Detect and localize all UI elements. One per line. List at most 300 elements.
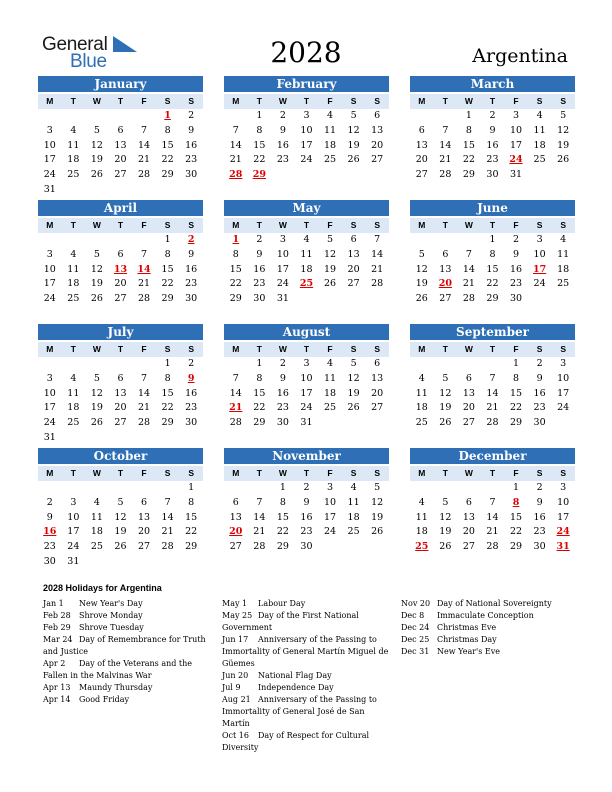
day-cell: 9 (536, 372, 543, 384)
day-cell: 3 (46, 124, 53, 136)
month-header: April (38, 200, 203, 216)
day-cell: 5 (442, 372, 449, 384)
day-cell: 22 (486, 278, 499, 290)
day-cell: 11 (67, 139, 80, 151)
weekday-label: T (117, 96, 124, 106)
month-header: November (224, 448, 389, 464)
day-cell: 25 (415, 417, 428, 429)
empty-cell (109, 357, 133, 372)
day-cell: 10 (533, 248, 546, 260)
day-cell: 24 (276, 278, 289, 290)
day-cell: 18 (67, 154, 80, 166)
day-cell: 21 (486, 402, 499, 414)
day-cell: 13 (229, 511, 242, 523)
logo (42, 34, 142, 70)
day-grid (38, 233, 203, 307)
holiday-name: Immaculate Conception (437, 611, 534, 620)
day-cell: 15 (486, 263, 499, 275)
empty-cell (248, 481, 272, 496)
day-cell: 17 (43, 278, 56, 290)
day-cell: 27 (347, 278, 360, 290)
weekday-label: S (374, 344, 380, 354)
holiday-date: Oct 16 (222, 731, 249, 740)
day-cell: 1 (256, 110, 263, 121)
weekday-label: W (278, 344, 287, 354)
weekday-label: T (303, 96, 310, 106)
day-cell: 7 (256, 496, 263, 508)
day-cell: 15 (253, 139, 266, 151)
weekday-label: M (232, 468, 240, 478)
weekday-label: T (303, 344, 310, 354)
weekday-label: S (188, 344, 194, 354)
day-cell: 30 (509, 293, 523, 305)
day-cell: 7 (442, 124, 449, 136)
day-cell: 26 (90, 169, 103, 181)
holiday-date: May 1 (222, 599, 248, 608)
day-cell: 23 (185, 278, 198, 290)
day-cell: 5 (93, 124, 100, 136)
day-cell: 11 (300, 248, 313, 260)
day-cell: 9 (279, 124, 286, 136)
day-cell: 6 (117, 372, 124, 384)
weekday-label: S (536, 344, 543, 354)
holiday-item (43, 634, 215, 658)
day-cell: 27 (229, 541, 242, 553)
day-cell: 12 (347, 372, 360, 384)
day-cell: 8 (256, 124, 263, 136)
day-cell: 26 (323, 278, 337, 290)
day-cell: 7 (232, 372, 239, 384)
day-cell: 15 (161, 263, 174, 275)
empty-cell (457, 233, 481, 248)
weekday-row (224, 466, 389, 481)
weekday-label: T (303, 220, 310, 230)
weekday-label: S (560, 96, 566, 106)
holiday-name: Christmas Day (437, 635, 497, 644)
day-cell: 30 (185, 169, 198, 181)
day-cell: 14 (439, 139, 452, 151)
day-cell: 21 (229, 154, 242, 166)
weekday-label: W (278, 96, 287, 106)
day-cell: 18 (557, 263, 570, 275)
day-cell: 2 (188, 358, 195, 369)
day-cell: 17 (557, 387, 570, 399)
day-cell: 16 (276, 387, 289, 399)
weekday-label: T (70, 220, 76, 230)
day-cell: 12 (371, 496, 384, 508)
weekday-label: W (464, 96, 473, 106)
day-cell: 29 (509, 541, 523, 553)
day-cell: 22 (253, 154, 266, 166)
holiday-day-cell: 20 (438, 278, 452, 290)
holiday-item (401, 646, 573, 658)
day-cell: 1 (164, 234, 171, 245)
day-cell: 3 (560, 482, 567, 493)
holiday-date: Apr 2 (43, 659, 66, 668)
day-cell: 30 (185, 417, 198, 429)
day-cell: 23 (533, 526, 546, 538)
weekday-label: F (513, 220, 519, 230)
weekday-label: F (327, 344, 333, 354)
day-cell: 3 (70, 496, 77, 508)
day-cell: 13 (347, 248, 360, 260)
day-cell: 29 (185, 541, 198, 553)
day-cell: 25 (323, 154, 337, 166)
day-cell: 14 (486, 511, 499, 523)
day-cell: 4 (70, 372, 77, 384)
holiday-item (222, 634, 394, 670)
weekday-row (224, 94, 389, 109)
holiday-name: Good Friday (79, 695, 130, 704)
day-cell: 21 (462, 278, 475, 290)
day-cell: 4 (70, 248, 77, 260)
holiday-date: Jan 1 (43, 599, 64, 608)
day-cell: 31 (276, 293, 289, 305)
weekday-row (38, 466, 203, 481)
holiday-date: Aug 21 (222, 695, 251, 704)
day-grid (224, 357, 389, 431)
day-grid (38, 109, 203, 198)
day-cell: 22 (161, 154, 174, 166)
day-cell: 29 (276, 541, 289, 553)
holiday-column (401, 598, 573, 658)
day-cell: 11 (67, 387, 80, 399)
day-cell: 28 (486, 541, 499, 553)
weekday-label: W (464, 344, 473, 354)
month-august (224, 324, 389, 431)
weekday-label: M (418, 468, 426, 478)
holiday-name: New Year's Eve (437, 647, 500, 656)
holiday-name: Maundy Thursday (79, 683, 153, 692)
day-cell: 1 (513, 358, 520, 369)
day-cell: 30 (533, 541, 546, 553)
day-cell: 26 (439, 541, 452, 553)
day-cell: 9 (188, 248, 195, 260)
day-cell: 9 (279, 372, 286, 384)
day-cell: 20 (114, 278, 127, 290)
day-cell: 17 (67, 526, 80, 538)
day-cell: 3 (303, 358, 310, 369)
month-header: July (38, 324, 203, 340)
day-grid (410, 233, 575, 307)
day-cell: 13 (415, 139, 428, 151)
empty-cell (38, 481, 62, 496)
day-cell: 9 (536, 496, 543, 508)
day-cell: 9 (489, 124, 496, 136)
day-cell: 24 (533, 278, 546, 290)
holiday-item (43, 622, 215, 634)
day-cell: 17 (43, 154, 56, 166)
empty-cell (62, 233, 86, 248)
day-cell: 15 (509, 387, 523, 399)
weekday-label: T (489, 344, 496, 354)
day-cell: 7 (465, 248, 472, 260)
day-cell: 9 (256, 248, 263, 260)
day-cell: 16 (300, 511, 313, 523)
weekday-label: F (141, 220, 147, 230)
empty-cell (481, 481, 505, 496)
day-cell: 6 (374, 110, 381, 121)
holiday-name: Day of Respect for Cultural Diversity (222, 731, 370, 752)
day-cell: 27 (114, 417, 127, 429)
day-cell: 14 (486, 387, 499, 399)
day-cell: 8 (489, 248, 496, 260)
weekday-label: M (232, 344, 240, 354)
day-cell: 11 (323, 372, 337, 384)
weekday-label: S (350, 468, 357, 478)
holiday-date: Nov 20 (401, 599, 431, 608)
empty-cell (457, 481, 481, 496)
day-cell: 12 (90, 263, 103, 275)
day-cell: 19 (439, 526, 452, 538)
day-cell: 22 (229, 278, 242, 290)
day-cell: 7 (374, 234, 381, 245)
day-cell: 27 (371, 402, 384, 414)
day-cell: 25 (557, 278, 570, 290)
day-cell: 18 (67, 278, 80, 290)
day-cell: 12 (114, 511, 127, 523)
weekday-label: T (442, 220, 448, 230)
day-cell: 10 (323, 496, 337, 508)
day-cell: 24 (323, 526, 337, 538)
day-cell: 10 (43, 263, 56, 275)
month-july (38, 324, 203, 446)
day-cell: 25 (323, 402, 337, 414)
day-cell: 27 (462, 541, 475, 553)
holiday-day-cell: 2 (187, 234, 195, 245)
holiday-date: Dec 31 (401, 647, 430, 656)
day-cell: 7 (141, 248, 148, 260)
day-cell: 19 (90, 278, 103, 290)
day-cell: 15 (253, 387, 266, 399)
weekday-label: M (46, 344, 54, 354)
day-cell: 8 (465, 124, 472, 136)
weekday-label: F (141, 96, 147, 106)
weekday-label: M (46, 220, 54, 230)
day-cell: 12 (90, 139, 103, 151)
holiday-item (401, 634, 573, 646)
day-cell: 16 (185, 387, 198, 399)
day-cell: 19 (415, 278, 428, 290)
day-cell: 1 (256, 358, 263, 369)
day-cell: 28 (137, 417, 151, 429)
weekday-label: S (164, 344, 171, 354)
day-cell: 12 (557, 124, 570, 136)
day-cell: 21 (161, 526, 174, 538)
day-cell: 26 (557, 154, 570, 166)
day-cell: 23 (276, 402, 289, 414)
day-cell: 1 (489, 234, 496, 245)
weekday-row (38, 94, 203, 109)
day-cell: 9 (303, 496, 310, 508)
weekday-label: W (464, 468, 473, 478)
holiday-item (43, 610, 215, 622)
day-cell: 8 (232, 248, 239, 260)
day-cell: 27 (415, 169, 428, 181)
day-cell: 22 (161, 402, 174, 414)
day-cell: 1 (513, 482, 520, 493)
holiday-name: Christmas Eve (437, 623, 497, 632)
day-cell: 12 (415, 263, 428, 275)
day-cell: 30 (533, 417, 546, 429)
day-cell: 13 (462, 387, 475, 399)
day-cell: 11 (67, 263, 80, 275)
day-cell: 25 (67, 293, 80, 305)
empty-cell (62, 357, 86, 372)
empty-cell (410, 481, 434, 496)
day-cell: 9 (46, 511, 53, 523)
day-cell: 14 (253, 511, 266, 523)
day-cell: 10 (43, 387, 56, 399)
holidays-title: 2028 Holidays for Argentina (43, 583, 162, 593)
day-cell: 15 (509, 511, 523, 523)
day-cell: 27 (114, 169, 127, 181)
day-cell: 11 (415, 511, 428, 523)
day-cell: 26 (439, 417, 452, 429)
weekday-label: W (278, 220, 287, 230)
day-cell: 8 (188, 496, 195, 508)
month-header: October (38, 448, 203, 464)
month-header: August (224, 324, 389, 340)
day-grid (38, 481, 203, 570)
day-cell: 30 (43, 555, 56, 567)
day-cell: 22 (253, 402, 266, 414)
weekday-label: T (256, 468, 262, 478)
day-cell: 18 (67, 402, 80, 414)
day-cell: 4 (560, 234, 567, 245)
day-cell: 6 (465, 496, 472, 508)
empty-cell (434, 109, 458, 124)
weekday-label: M (46, 96, 54, 106)
empty-cell (62, 109, 86, 124)
day-cell: 20 (462, 526, 475, 538)
day-cell: 22 (509, 526, 523, 538)
day-cell: 24 (43, 293, 56, 305)
day-cell: 4 (418, 496, 425, 508)
weekday-label: M (232, 96, 240, 106)
empty-cell (85, 357, 109, 372)
weekday-label: F (513, 344, 519, 354)
weekday-label: S (374, 96, 380, 106)
day-cell: 5 (442, 496, 449, 508)
day-cell: 20 (347, 263, 360, 275)
day-cell: 21 (253, 526, 266, 538)
day-cell: 13 (137, 511, 151, 523)
day-cell: 26 (90, 293, 103, 305)
day-cell: 19 (347, 387, 360, 399)
day-cell: 16 (253, 263, 266, 275)
empty-cell (85, 481, 109, 496)
holiday-item (43, 682, 215, 694)
day-cell: 26 (114, 541, 127, 553)
day-cell: 18 (347, 511, 360, 523)
day-cell: 17 (300, 139, 313, 151)
day-cell: 5 (327, 234, 334, 245)
day-cell: 5 (374, 482, 381, 493)
day-cell: 4 (327, 358, 334, 369)
holiday-item (222, 598, 394, 610)
weekday-label: F (513, 468, 519, 478)
day-cell: 26 (347, 402, 360, 414)
day-cell: 3 (279, 234, 286, 245)
day-cell: 27 (439, 293, 452, 305)
weekday-label: S (188, 96, 194, 106)
day-cell: 16 (276, 139, 289, 151)
day-cell: 4 (303, 234, 310, 245)
day-cell: 7 (489, 496, 496, 508)
weekday-label: F (327, 468, 333, 478)
day-cell: 29 (161, 417, 174, 429)
day-cell: 24 (43, 169, 56, 181)
weekday-label: S (164, 96, 171, 106)
weekday-label: T (489, 96, 496, 106)
holiday-date: Jun 20 (222, 671, 249, 680)
day-cell: 3 (303, 110, 310, 121)
day-cell: 2 (279, 358, 286, 369)
holiday-day-cell: 1 (164, 110, 171, 121)
day-cell: 1 (465, 110, 472, 121)
day-cell: 16 (533, 511, 546, 523)
holiday-day-cell: 31 (556, 541, 570, 553)
day-cell: 3 (327, 482, 334, 493)
day-cell: 24 (300, 402, 313, 414)
day-cell: 19 (347, 139, 360, 151)
day-cell: 7 (141, 124, 148, 136)
day-cell: 10 (300, 372, 313, 384)
weekday-label: T (117, 468, 124, 478)
day-cell: 17 (323, 511, 337, 523)
day-cell: 25 (90, 541, 103, 553)
weekday-row (410, 94, 575, 109)
weekday-label: S (164, 220, 171, 230)
day-cell: 3 (513, 110, 520, 121)
day-cell: 14 (462, 263, 475, 275)
weekday-label: S (188, 220, 194, 230)
empty-cell (410, 233, 434, 248)
day-cell: 19 (90, 154, 103, 166)
day-grid (410, 109, 575, 183)
holiday-day-cell: 24 (509, 154, 523, 166)
day-cell: 11 (323, 124, 337, 136)
holiday-day-cell: 20 (229, 526, 243, 538)
empty-cell (38, 109, 62, 124)
holiday-item (401, 598, 573, 610)
day-cell: 5 (350, 358, 357, 369)
holiday-date: Jul 9 (222, 683, 241, 692)
weekday-label: T (442, 344, 448, 354)
day-cell: 7 (489, 372, 496, 384)
holiday-day-cell: 8 (512, 496, 520, 508)
weekday-label: T (70, 468, 76, 478)
day-cell: 23 (185, 402, 198, 414)
weekday-label: F (141, 344, 147, 354)
empty-cell (109, 233, 133, 248)
weekday-label: S (536, 468, 543, 478)
holiday-day-cell: 25 (415, 541, 429, 553)
holiday-day-cell: 17 (532, 263, 547, 275)
empty-cell (224, 109, 248, 124)
day-cell: 14 (229, 387, 242, 399)
day-cell: 29 (486, 293, 499, 305)
empty-cell (410, 109, 434, 124)
day-cell: 27 (137, 541, 151, 553)
weekday-label: S (350, 220, 357, 230)
day-cell: 8 (164, 124, 171, 136)
day-cell: 30 (253, 293, 266, 305)
day-cell: 12 (439, 511, 452, 523)
day-cell: 27 (114, 293, 127, 305)
day-cell: 18 (415, 402, 428, 414)
